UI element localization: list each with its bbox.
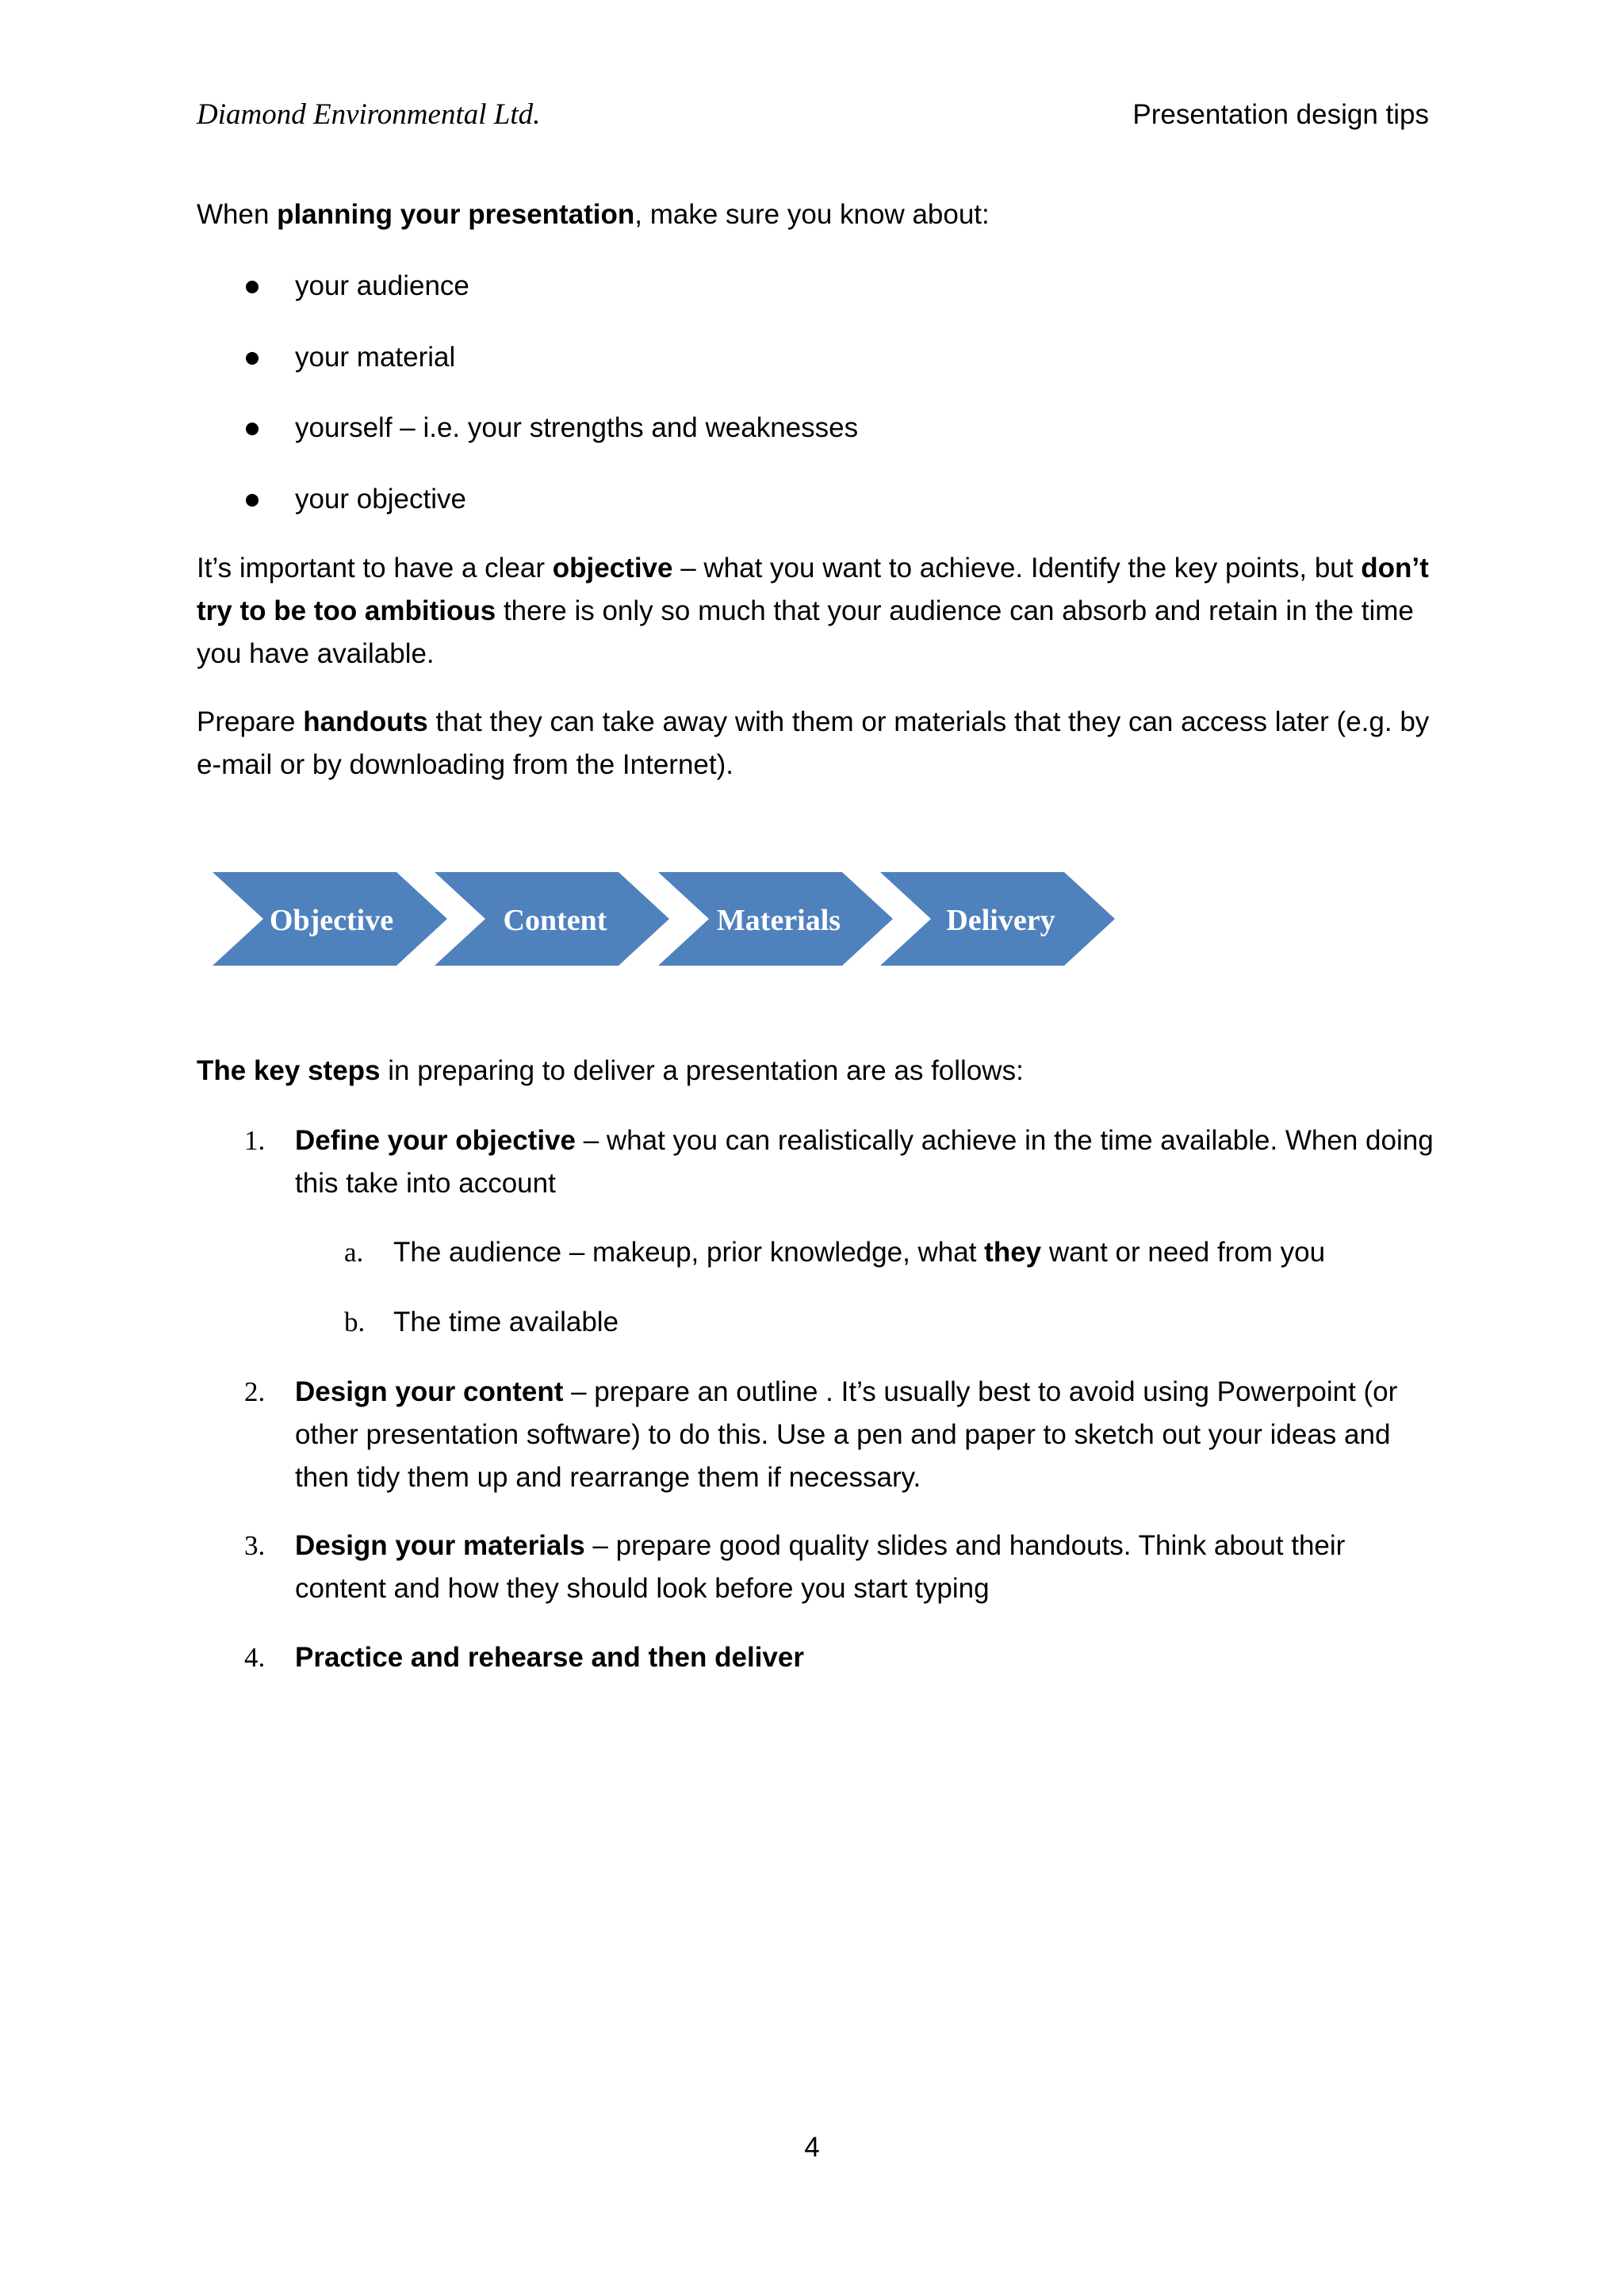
step-title: Define your objective	[295, 1125, 576, 1156]
step-number: 2.	[244, 1376, 266, 1407]
step-item	[295, 1636, 1437, 1679]
bullet-item: yourself – i.e. your strengths and weaknesses	[295, 412, 859, 443]
step-title: Practice and rehearse and then deliver	[295, 1642, 804, 1673]
key-steps-suffix: in preparing to deliver a presentation are as follows:	[380, 1055, 1024, 1086]
step-text: – prepare an outline . It’s usually best to avoid using Powerpoint (or other presentation software) to do this. Use a pen and paper to sketch out your ideas and then tidy them up and rearrange them if necessary.	[295, 1376, 1398, 1493]
bullet-dot	[246, 423, 259, 435]
step-number: 1.	[244, 1125, 266, 1156]
substep-letter: b.	[344, 1307, 366, 1337]
chevron-label-content: Content	[503, 904, 607, 937]
substep-item	[393, 1301, 1440, 1344]
bullet-dot	[246, 281, 259, 293]
step-item	[295, 1371, 1437, 1499]
step-text: – prepare good quality slides and handouts. Think about their content and how they should look before you start typing	[295, 1530, 1346, 1604]
substep-text-1: The time available	[393, 1307, 619, 1337]
step-title: Design your materials	[295, 1530, 585, 1561]
chevron-label-objective: Objective	[269, 904, 394, 937]
handouts-text-1: Prepare	[197, 706, 304, 737]
handouts-text-2: that they can take away with them or materials that they can access later (e.g. by e-mail or by downloading from the Internet).	[197, 706, 1430, 780]
step-number: 4.	[244, 1642, 266, 1673]
substep-bold: they	[984, 1237, 1042, 1268]
substep-text-1: The audience – makeup, prior knowledge, what	[393, 1237, 985, 1268]
bullet-item: your audience	[295, 270, 469, 301]
step-item	[295, 1525, 1437, 1610]
objective-text-3: there is only so much that your audience can absorb and retain in the time you have available.	[197, 595, 1414, 669]
objective-paragraph	[197, 547, 1434, 675]
objective-text-1: It’s important to have a clear	[197, 553, 553, 584]
handouts-paragraph	[197, 701, 1434, 786]
step-text: – what you can realistically achieve in the time available. When doing this take into account	[295, 1125, 1434, 1199]
step-item	[295, 1119, 1437, 1205]
intro-bold: planning your presentation	[277, 199, 635, 230]
process-diagram	[206, 868, 1126, 971]
bullet-dot	[246, 352, 259, 365]
intro-suffix: , make sure you know about:	[634, 199, 990, 230]
bullet-item: your objective	[295, 484, 466, 515]
company-name: Diamond Environmental Ltd.	[197, 98, 541, 131]
bullet-item: your material	[295, 342, 456, 373]
document-title: Presentation design tips	[1132, 99, 1429, 130]
step-number: 3.	[244, 1530, 266, 1561]
chevron-label-delivery: Delivery	[946, 904, 1055, 937]
bullet-dot	[246, 494, 259, 507]
substep-letter: a.	[344, 1237, 364, 1268]
key-steps-intro	[197, 1050, 1434, 1093]
page-number: 4	[804, 2132, 820, 2163]
intro-prefix: When	[197, 199, 278, 230]
step-title: Design your content	[295, 1376, 564, 1407]
objective-bold-2: don’t try to be too ambitious	[197, 553, 1429, 626]
substep-text-2: want or need from you	[1041, 1237, 1326, 1268]
substep-item	[393, 1231, 1440, 1274]
objective-bold-1: objective	[552, 553, 673, 584]
intro-paragraph	[197, 193, 1434, 236]
objective-text-2: – what you want to achieve. Identify the key points, but	[672, 553, 1362, 584]
key-steps-bold: The key steps	[197, 1055, 381, 1086]
handouts-bold: handouts	[303, 706, 428, 737]
chevron-label-materials: Materials	[716, 904, 841, 937]
